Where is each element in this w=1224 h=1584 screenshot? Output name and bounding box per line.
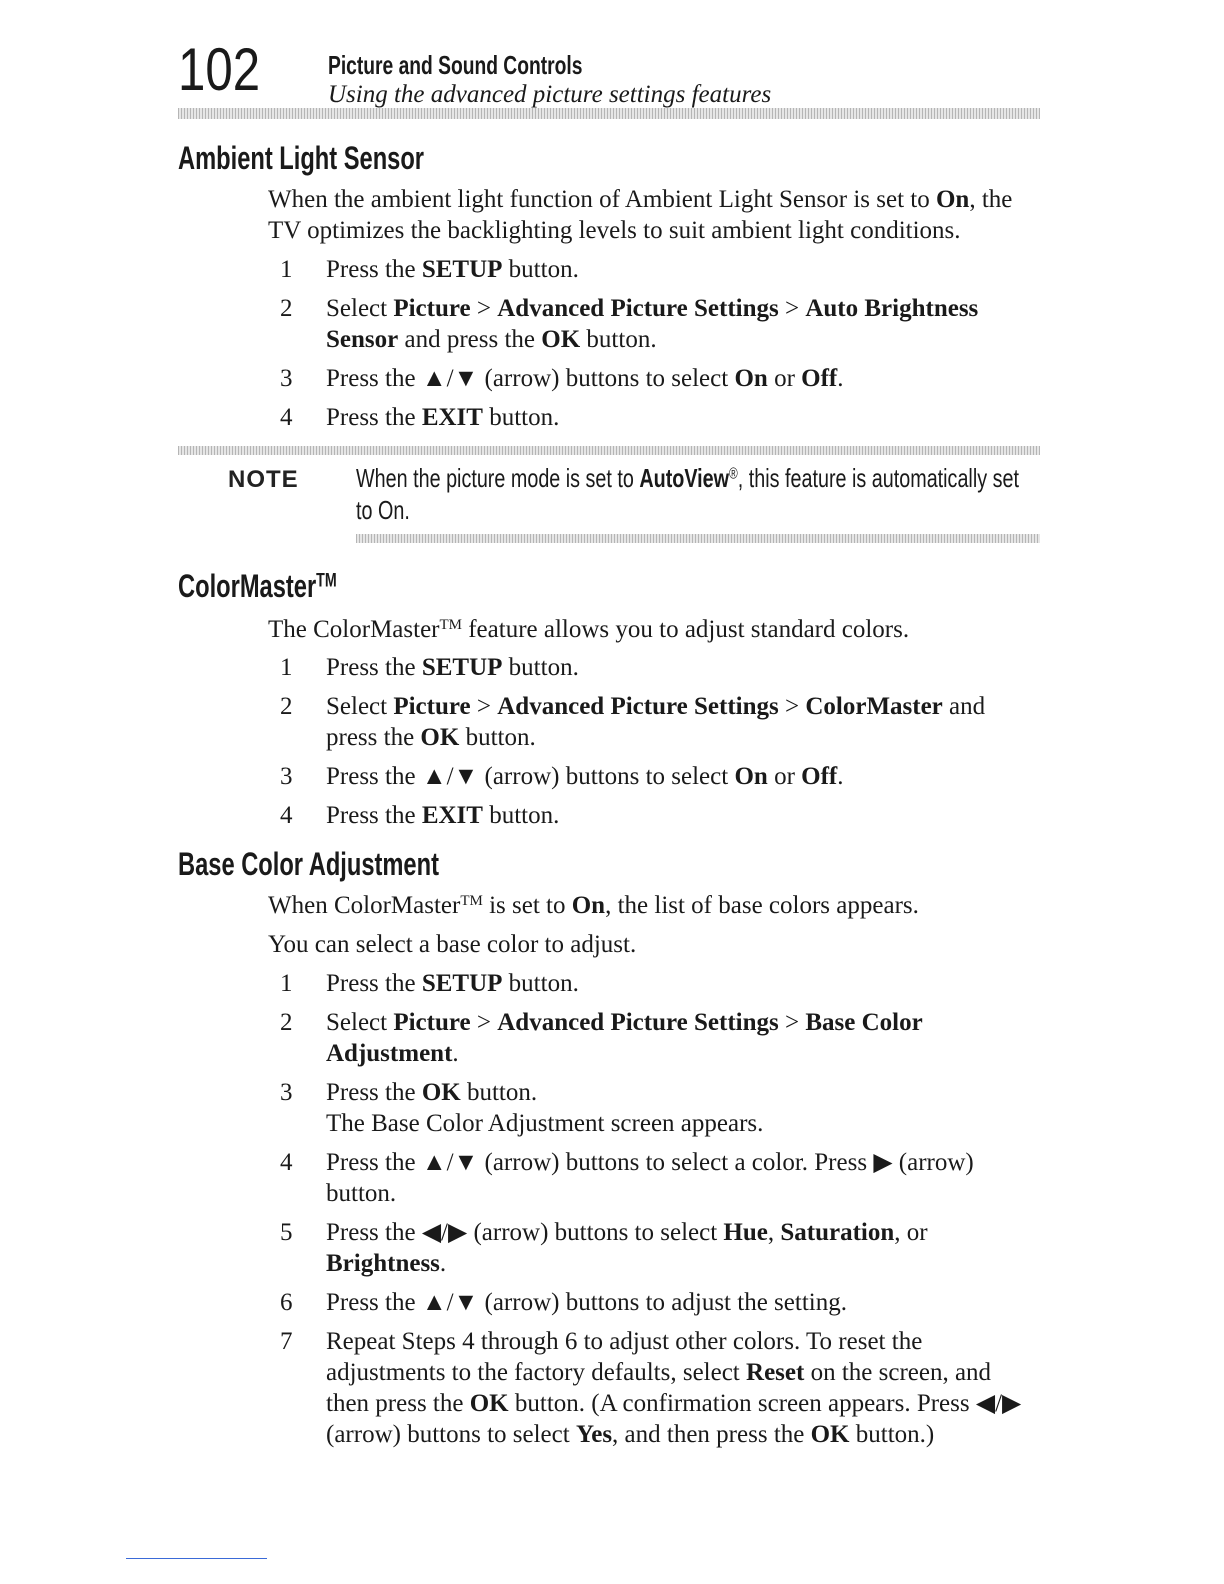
basecolor-intro-1: When ColorMaster™ is set to On, the list of base colors appears. [268, 892, 919, 919]
note-bottom-rule [356, 534, 1040, 543]
step-number: 2 [280, 693, 293, 720]
step-number: 2 [280, 1009, 293, 1036]
colormaster-heading: ColorMaster™ [178, 568, 337, 604]
step-number: 3 [280, 365, 293, 392]
step-number: 4 [280, 802, 293, 829]
footnote-rule [126, 1558, 267, 1559]
step-number: 1 [280, 256, 293, 283]
note-top-rule [178, 446, 1040, 455]
step-number: 3 [280, 1079, 293, 1106]
step-number: 4 [280, 1149, 293, 1176]
right-arrow-icon: ▶ [873, 1149, 893, 1176]
colormaster-intro: The ColorMaster™ feature allows you to adjust standard colors. [268, 616, 910, 643]
section-subtitle: Using the advanced picture settings features [328, 81, 772, 108]
step-number: 6 [280, 1289, 293, 1316]
base-color-adjustment-heading: Base Color Adjustment [178, 846, 439, 882]
step-number: 2 [280, 295, 293, 322]
up-down-arrow-icon: ▲/▼ [421, 763, 479, 790]
step-number: 7 [280, 1328, 293, 1355]
chapter-title: Picture and Sound Controls [328, 50, 583, 80]
up-down-arrow-icon: ▲/▼ [421, 365, 479, 392]
note-label: NOTE [228, 466, 299, 493]
left-right-arrow-icon: ◀/▶ [975, 1390, 1022, 1417]
page-number: 102 [178, 36, 261, 103]
up-down-arrow-icon: ▲/▼ [421, 1289, 479, 1316]
ambient-intro: When the ambient light function of Ambient Light Sensor is set to On, the TV optimizes the backlighting levels to suit ambient light conditions. [268, 186, 1013, 244]
ambient-light-sensor-heading: Ambient Light Sensor [178, 140, 425, 176]
basecolor-intro-2: You can select a base color to adjust. [268, 931, 637, 958]
header-rule [178, 108, 1040, 119]
step-number: 1 [280, 654, 293, 681]
note-text: When the picture mode is set to AutoView®, this feature is automatically set to On. [356, 463, 1019, 525]
up-down-arrow-icon: ▲/▼ [421, 1149, 479, 1176]
step-number: 4 [280, 404, 293, 431]
step-number: 1 [280, 970, 293, 997]
left-right-arrow-icon: ◀/▶ [421, 1219, 468, 1246]
step-number: 5 [280, 1219, 293, 1246]
step-number: 3 [280, 763, 293, 790]
